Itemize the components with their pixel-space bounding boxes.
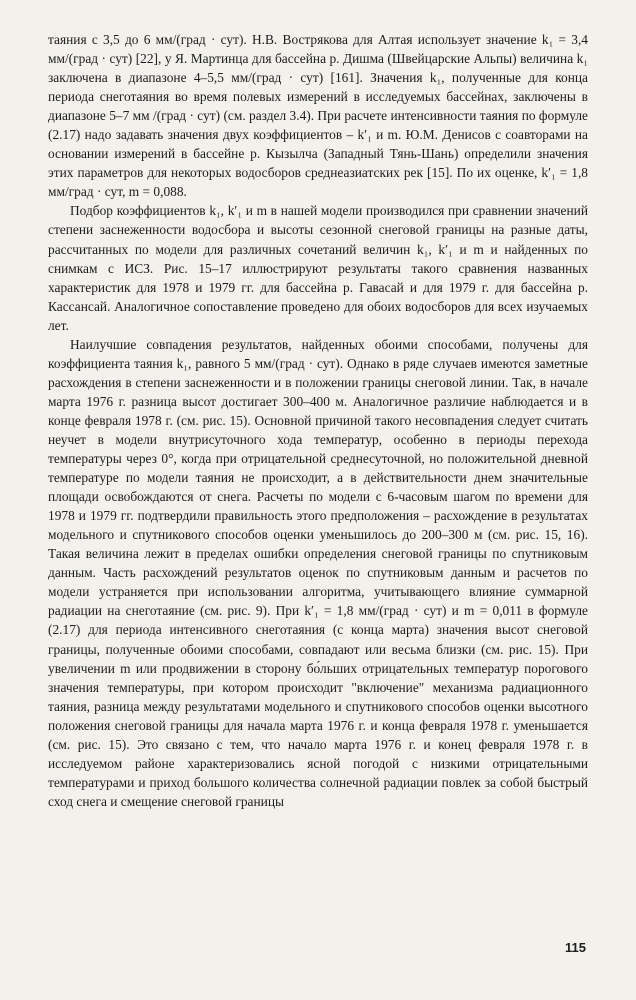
paragraph-3: Наилучшие совпадения результатов, найденных обоими способами, получены для коэффициента таяния k₁, равного 5 мм/(град · сут). Однако в ряде случаев имеются заметные расхождения в степени заснеженности и в положении границы снеговой линии. Так, в начале марта 1976 г. разница высот достигает 300–400 м. Аналогичное различие наблюдается и в конце февраля 1978 г. (см. рис. 15). Основной причиной такого несовпадения следует считать неучет в модели внутрисуточного хода температур, особенно в периоды перехода температуры через 0°, когда при отрицательной среднесуточной, но положительной дневной температуре по модели таяния не происходит, а в действительности днем значительные площади освобождаются от снега. Расчеты по модели с 6-часовым шагом по времени для 1978 и 1979 гг. подтвердили правильность этого предположения – расхождение в результатах модельного и спутникового способов оценки уменьшилось до 200–300 м (см. рис. 15, 16). Такая величина лежит в пределах ошибки определения снеговой границы по спутниковым данным. Часть расхождений результатов оценок по спутниковым данным и расчетов по модели устраняется при использовании алгоритма, учитывающего влияние суммарной радиации на снеготаяние (см. рис. 9). При k′₁ = 1,8 мм/(град · сут) и m = 0,011 в формуле (2.17) для периода интенсивного снеготаяния (с конца марта) значения высот снеговой границы, полученные обоими способами, совпадают или весьма близки (см. рис. 15). При увеличении m или продвижении в сторону бо́льших отрицательных температур порогового значения температуры, при котором происходит "включение" механизма радиационного таяния, разница между результатами модельного и спутникового способов оценки высотного положения снеговой границы для начала марта 1976 г. и конца февраля 1978 г. уменьшается (см. рис. 15). Это связано с тем, что начало марта 1976 г. и конец февраля 1978 г. в исследуемом районе характеризовались ясной погодой с низкими отрицательными температурами и приход большого количества солнечной радиации повлек за собой быстрый сход снега и смещение снеговой границы (48, 336, 588, 809)
body-text (48, 30, 588, 811)
paragraph-2: Подбор коэффициентов k₁, k′₁ и m в нашей модели производился при сравнении значений степени заснеженности водосбора и высоты сезонной снеговой границы на разные даты, рассчитанных по модели для различных сочетаний величин k₁, k′₁ и m и найденных по снимкам с ИСЗ. Рис. 15–17 иллюстрируют результаты такого сравнения названных характеристик для 1978 и 1979 гг. для бассейна р. Гавасай и для 1979 г. для бассейна р. Кассансай. Аналогичное сопоставление проведено для обоих водосборов для всех изучаемых лет. (48, 203, 588, 333)
paragraph-1: таяния с 3,5 до 6 мм/(град · сут). Н.В. Вострякова для Алтая использует значение k₁ = 3,4 мм/(град · сут) [22], у Я. Мартинца для бассейна р. Дишма (Швейцарские Альпы) величина k₁ заключена в диапазоне 4–5,5 мм/(град · сут) [161]. Значения k₁, полученные для конца периода снеготаяния во время полевых измерений в исследуемых бассейнах, заключены в диапазоне 5–7 мм /(град · сут) (см. раздел 3.4). При расчете интенсивности таяния по формуле (2.17) надо задавать значения двух коэффициентов – k′₁ и m. Ю.М. Денисов с соавторами на основании измерений в бассейне р. Кызылча (Западный Тянь-Шань) определили значения этих параметров для некоторых водосборов среднеазиатских рек [15]. По их оценке, k′₁ = 1,8 мм/град · сут, m = 0,088. (48, 32, 588, 200)
page-number: 115 (565, 940, 586, 955)
